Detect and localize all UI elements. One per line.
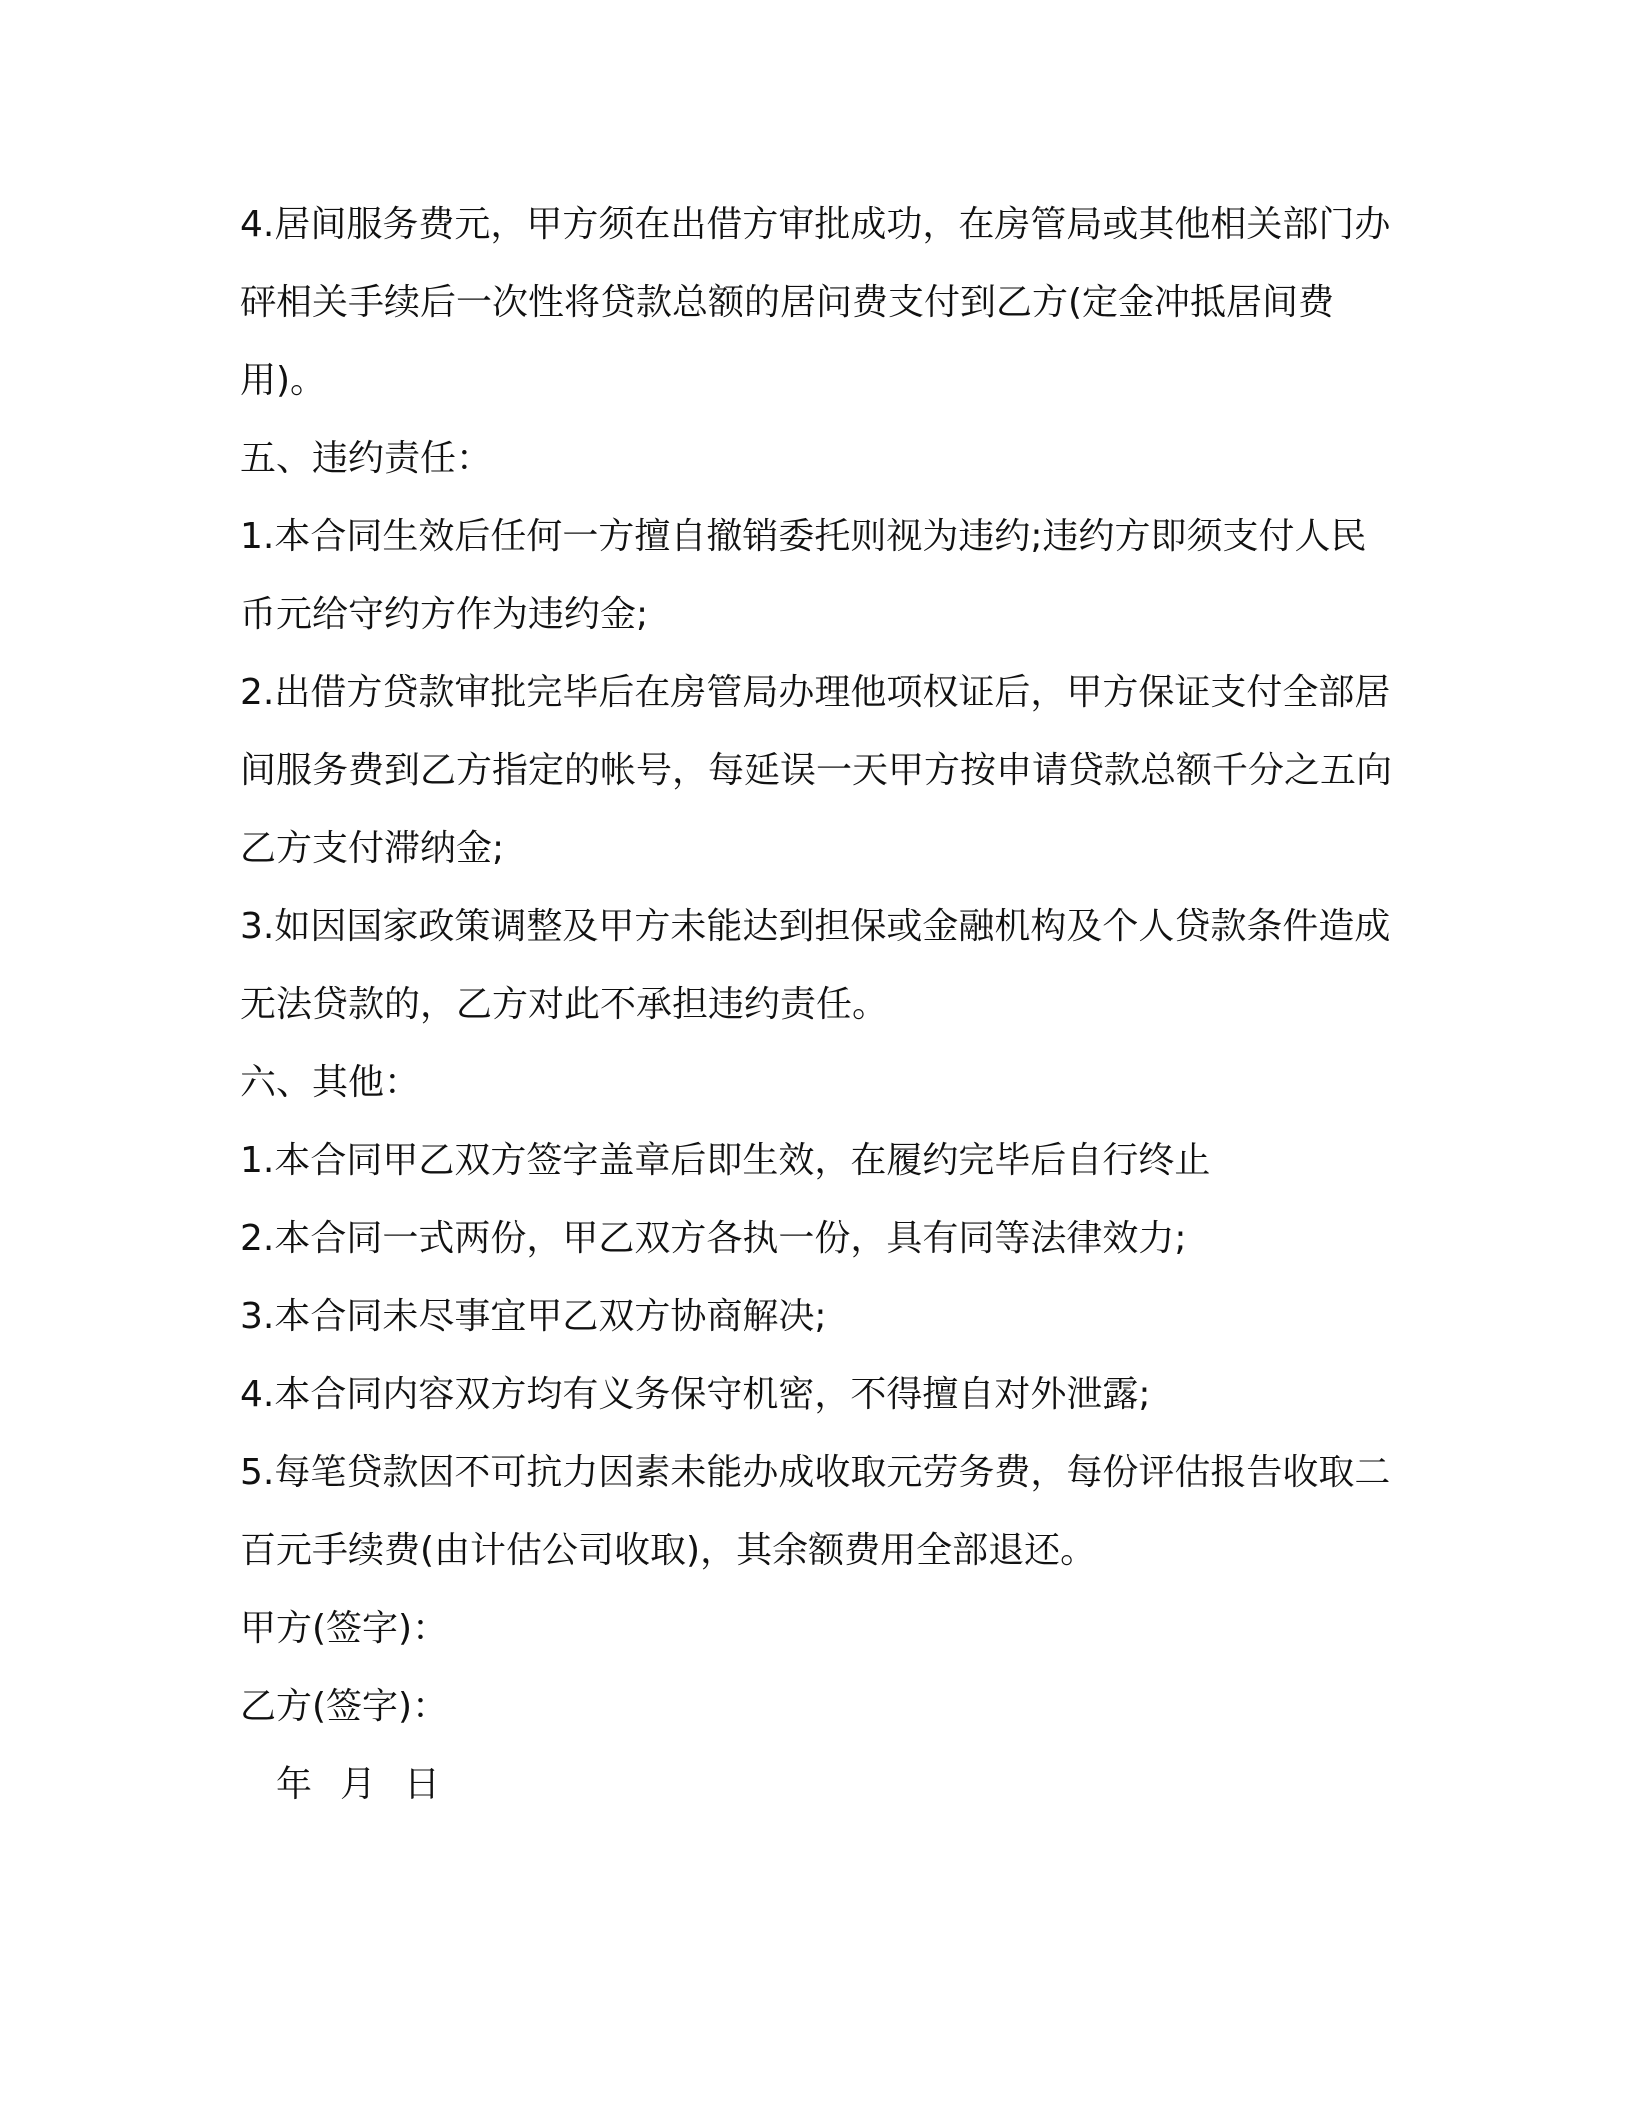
date-day: 日 bbox=[404, 1764, 441, 1805]
clause-6-2: 2.本合同一式两份，甲乙双方各执一份，具有同等法律效力; bbox=[240, 1218, 1187, 1259]
document-page bbox=[240, 186, 1400, 1824]
clause-6-4: 4.本合同内容双方均有义务保守机密，不得擅自对外泄露; bbox=[240, 1374, 1151, 1415]
clause-5-2: 2.出借方贷款审批完毕后在房管局办理他项权证后，甲方保证支付全部居间服务费到乙方指定的帐号，每延误一天甲方按申请贷款总额千分之五向乙方支付滞纳金; bbox=[240, 672, 1393, 869]
clause-4-service-fee: 4.居间服务费元，甲方须在出借方审批成功，在房管局或其他相关部门办砰相关手续后一次性将贷款总额的居问费支付到乙方(定金冲抵居间费用)。 bbox=[240, 204, 1391, 401]
date-line bbox=[240, 1746, 1400, 1824]
date-month: 月 bbox=[340, 1764, 377, 1805]
date-year: 年 bbox=[276, 1764, 313, 1805]
clause-5-3: 3.如因国家政策调整及甲方未能达到担保或金融机构及个人贷款条件造成无法贷款的，乙方对此不承担违约责任。 bbox=[240, 906, 1391, 1025]
party-b-signature: 乙方(签字)： bbox=[240, 1686, 449, 1727]
clause-6-5: 5.每笔贷款因不可抗力因素未能办成收取元劳务费，每份评估报告收取二百元手续费(由计估公司收取)，其余额费用全部退还。 bbox=[240, 1452, 1391, 1571]
clause-6-1: 1.本合同甲乙双方签字盖章后即生效，在履约完毕后自行终止 bbox=[240, 1140, 1211, 1181]
clause-6-3: 3.本合同未尽事宜甲乙双方协商解决; bbox=[240, 1296, 827, 1337]
party-a-signature: 甲方(签字)： bbox=[240, 1608, 449, 1649]
section-6-heading: 六、其他： bbox=[240, 1062, 421, 1103]
section-5-heading: 五、违约责任： bbox=[240, 438, 493, 479]
clause-5-1: 1.本合同生效后任何一方擅自撤销委托则视为违约;违约方即须支付人民币元给守约方作为违约金; bbox=[240, 516, 1367, 635]
